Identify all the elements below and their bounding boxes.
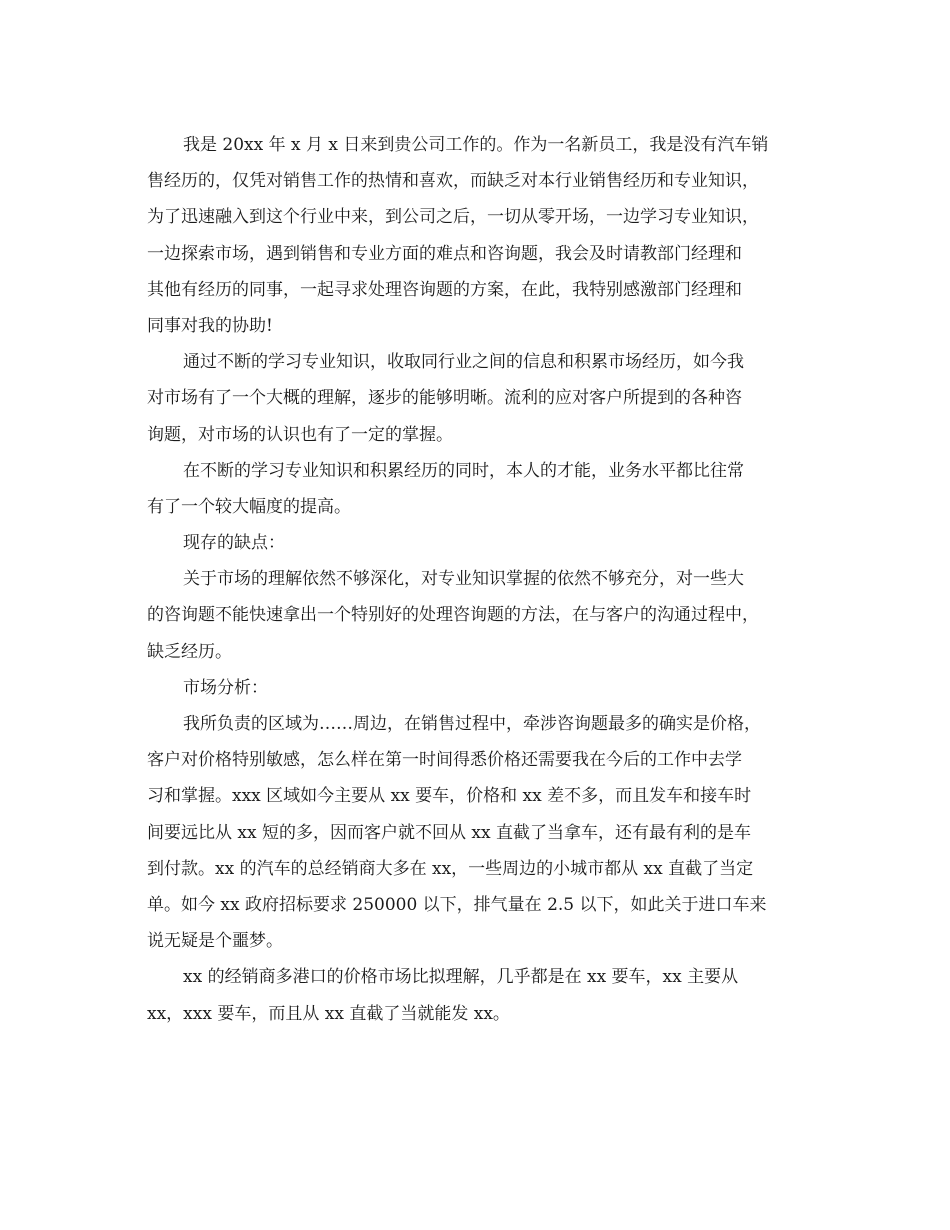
text-line: 关于市场的理解依然不够深化，对专业知识掌握的依然不够充分，对一些大 bbox=[183, 569, 744, 590]
text-line: 为了迅速融入到这个行业中来，到公司之后，一切从零开场，一边学习专业知识， bbox=[147, 207, 759, 228]
text-line: 客户对价格特别敏感，怎么样在第一时间得悉价格还需要我在今后的工作中去学 bbox=[147, 750, 742, 771]
text-line: 有了一个较大幅度的提高。 bbox=[147, 496, 351, 517]
text-line: 其他有经历的同事，一起寻求处理咨询题的方案，在此，我特别感激部门经理和 bbox=[147, 279, 742, 300]
text-line: xx 的经销商多港口的价格市场比拟理解，几乎都是在 xx 要车，xx 主要从 bbox=[183, 967, 739, 988]
text-line: 询题，对市场的认识也有了一定的掌握。 bbox=[147, 424, 453, 445]
text-line: xx，xxx 要车，而且从 xx 直截了当就能发 xx。 bbox=[147, 1003, 510, 1024]
text-line: 的咨询题不能快速拿出一个特别好的处理咨询题的方法，在与客户的沟通过程中， bbox=[147, 605, 759, 626]
text-line: 在不断的学习专业知识和积累经历的同时，本人的才能，业务水平都比往常 bbox=[183, 460, 744, 481]
document-body bbox=[147, 127, 807, 1032]
text-line: 缺乏经历。 bbox=[147, 641, 232, 662]
text-line: 习和掌握。xxx 区域如今主要从 xx 要车，价格和 xx 差不多，而且发车和接车时 bbox=[147, 786, 752, 807]
text-line: 现存的缺点： bbox=[183, 533, 285, 554]
text-line: 市场分析： bbox=[183, 677, 268, 698]
text-line: 单。如今 xx 政府招标要求 250000 以下，排气量在 2.5 以下，如此关于进口车来 bbox=[147, 894, 767, 915]
text-line: 对市场有了一个大概的理解，逐步的能够明晰。流利的应对客户所提到的各种咨 bbox=[147, 388, 742, 409]
text-line: 通过不断的学习专业知识，收取同行业之间的信息和积累市场经历，如今我 bbox=[183, 352, 744, 373]
text-line: 一边探索市场，遇到销售和专业方面的难点和咨询题，我会及时请教部门经理和 bbox=[147, 243, 742, 264]
text-line: 售经历的，仅凭对销售工作的热情和喜欢，而缺乏对本行业销售经历和专业知识， bbox=[147, 171, 759, 192]
text-line: 我是 20xx 年 x 月 x 日来到贵公司工作的。作为一名新员工，我是没有汽车销 bbox=[183, 135, 769, 155]
text-line: 说无疑是个噩梦。 bbox=[147, 931, 283, 952]
text-line: 我所负责的区域为……周边，在销售过程中，牵涉咨询题最多的确实是价格， bbox=[183, 714, 761, 734]
text-line: 到付款。xx 的汽车的总经销商大多在 xx，一些周边的小城市都从 xx 直截了当定 bbox=[147, 858, 754, 879]
text-line: 间要远比从 xx 短的多，因而客户就不回从 xx 直截了当拿车，还有最有利的是车 bbox=[147, 822, 751, 843]
text-line: 同事对我的协助! bbox=[147, 315, 273, 336]
